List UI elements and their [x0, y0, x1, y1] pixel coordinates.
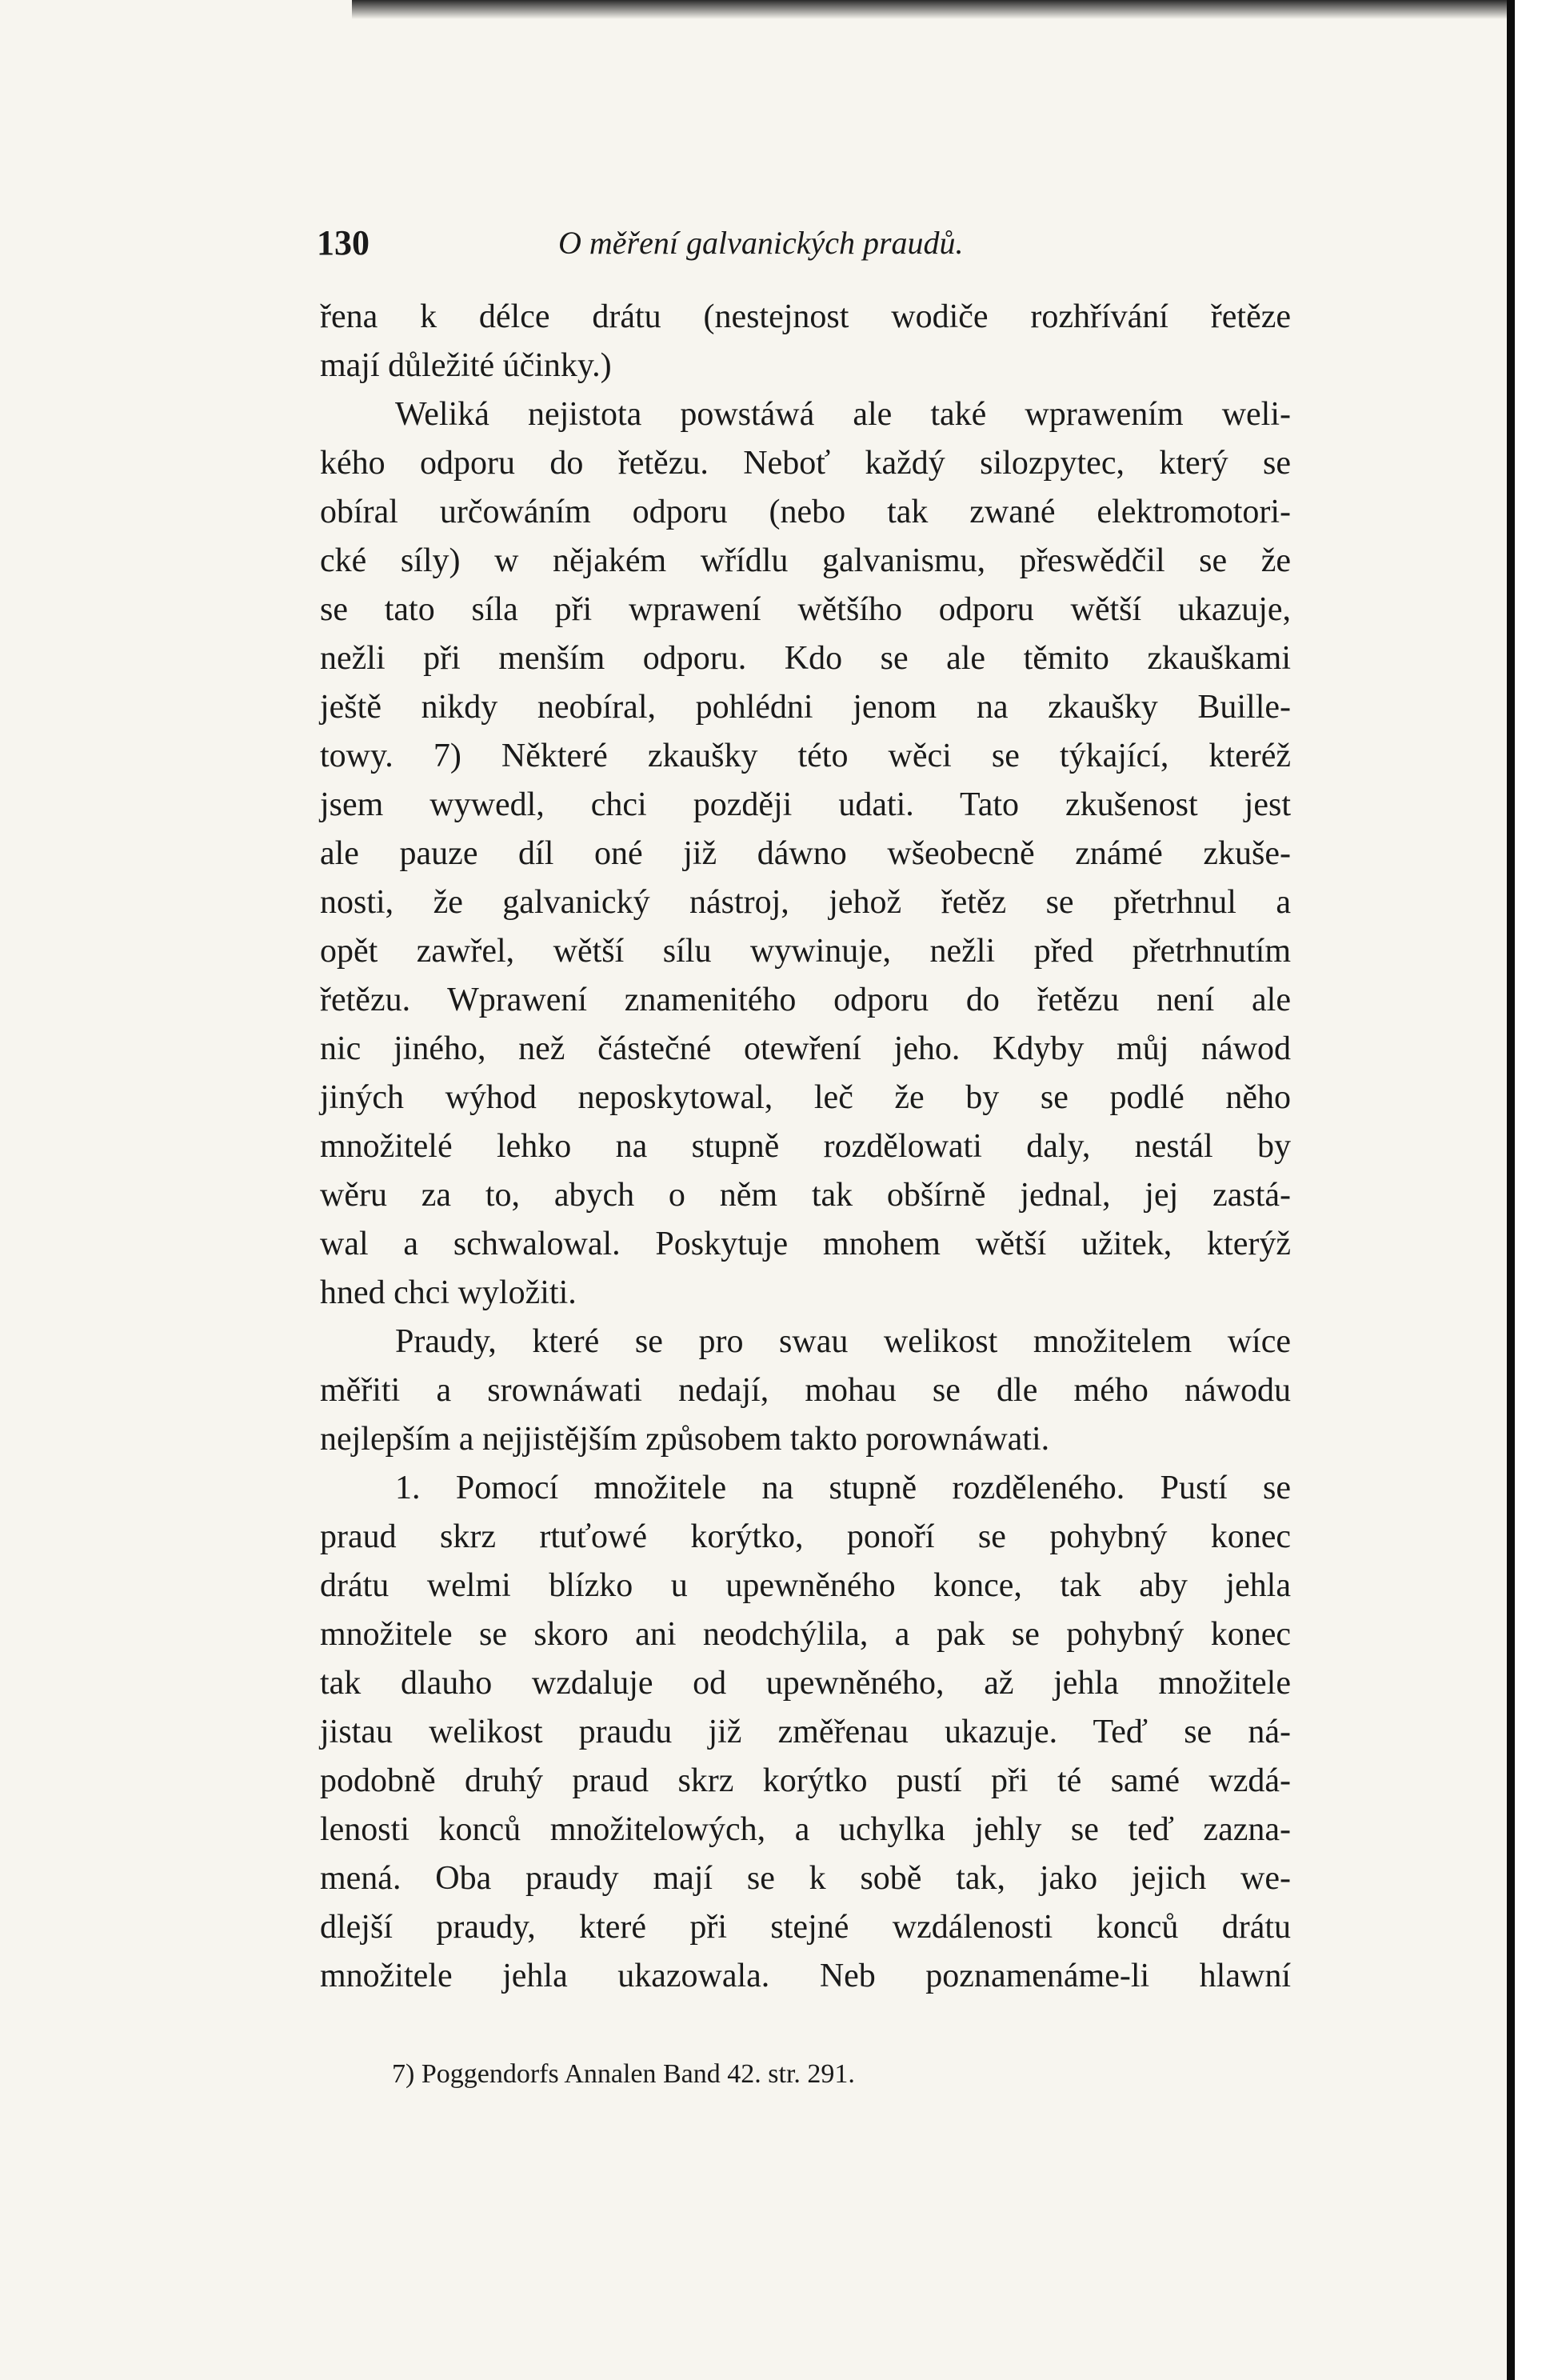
text-line: množitele se skoro ani neodchýlila, a pak se pohybný konec	[320, 1616, 1291, 1653]
text-line: řetězu. Wprawení znamenitého odporu do řetězu není ale	[320, 982, 1291, 1018]
text-line: řena k délce drátu (nestejnost wodiče rozhřívání řetěze	[320, 298, 1291, 335]
text-line: hned chci wyložiti.	[320, 1274, 577, 1311]
scan-border-right	[1507, 0, 1515, 2380]
text-line: wal a schwalowal. Poskytuje mnohem wětší užitek, kterýž	[320, 1226, 1291, 1262]
text-line: cké síly) w nějakém wřídlu galvanismu, přeswědčil se že	[320, 542, 1291, 579]
text-line: Weliká nejistota powstáwá ale také wprawením weli-	[395, 396, 1291, 433]
running-title: O měření galvanických praudů.	[558, 225, 964, 261]
text-line: kého odporu do řetězu. Neboť každý silozpytec, který se	[320, 445, 1291, 482]
text-line: tak dlauho wzdaluje od upewněného, až jehla množitele	[320, 1665, 1291, 1702]
text-line: 1. Pomocí množitele na stupně rozděleného. Pustí se	[395, 1470, 1291, 1506]
text-line: jsem wywedl, chci později udati. Tato zkušenost jest	[320, 786, 1291, 823]
text-line: jistau welikost praudu již změřenau ukazuje. Teď se ná-	[320, 1714, 1291, 1750]
text-line: nic jiného, než částečné otewření jeho. Kdyby můj náwod	[320, 1030, 1291, 1067]
text-line: množitelé lehko na stupně rozdělowati daly, nestál by	[320, 1128, 1291, 1165]
text-line: nosti, že galvanický nástroj, jehož řetěz se přetrhnul a	[320, 884, 1291, 921]
text-line: mají důležité účinky.)	[320, 347, 612, 384]
text-line: ještě nikdy neobíral, pohlédni jenom na zkaušky Buille-	[320, 689, 1291, 726]
text-line: dlejší praudy, které při stejné wzdálenosti konců drátu	[320, 1909, 1291, 1946]
text-line: se tato síla při wprawení wětšího odporu wětší ukazuje,	[320, 591, 1291, 628]
text-line: Praudy, které se pro swau welikost množitelem wíce	[395, 1323, 1291, 1360]
page-shadow-top	[352, 0, 1510, 19]
text-line: wěru za to, abych o něm tak obšírně jednal, jej zastá-	[320, 1177, 1291, 1214]
body-text	[320, 293, 1291, 2001]
text-line: towy. 7) Některé zkaušky této wěci se týkající, kteréž	[320, 738, 1291, 774]
text-line: podobně druhý praud skrz korýtko pustí při té samé wzdá-	[320, 1762, 1291, 1799]
text-line: mená. Oba praudy mají se k sobě tak, jako jejich we-	[320, 1860, 1291, 1897]
text-line: měřiti a srownáwati nedají, mohau se dle mého náwodu	[320, 1372, 1291, 1409]
text-line: obíral určowáním odporu (nebo tak zwané elektromotori-	[320, 494, 1291, 530]
text-line: praud skrz rtuťowé korýtko, ponoří se pohybný konec	[320, 1518, 1291, 1555]
text-line: drátu welmi blízko u upewněného konce, tak aby jehla	[320, 1567, 1291, 1604]
page-number: 130	[317, 223, 370, 262]
text-line: množitele jehla ukazowala. Neb poznamenáme-li hlawní	[320, 1958, 1291, 1994]
text-line: jiných wýhod neposkytowal, leč že by se podlé něho	[320, 1079, 1291, 1116]
text-line: ale pauze díl oné již dáwno wšeobecně známé zkuše-	[320, 835, 1291, 872]
page-header	[317, 222, 1292, 270]
footnote: 7) Poggendorfs Annalen Band 42. str. 291.	[392, 2059, 855, 2089]
text-line: nejlepším a nejjistějším způsobem takto porownáwati.	[320, 1421, 1050, 1458]
text-line: opět zawřel, wětší sílu wywinuje, nežli před přetrhnutím	[320, 933, 1291, 970]
text-line: nežli při menším odporu. Kdo se ale těmito zkauškami	[320, 640, 1291, 677]
text-line: lenosti konců množitelowých, a uchylka jehly se teď zazna-	[320, 1811, 1291, 1848]
